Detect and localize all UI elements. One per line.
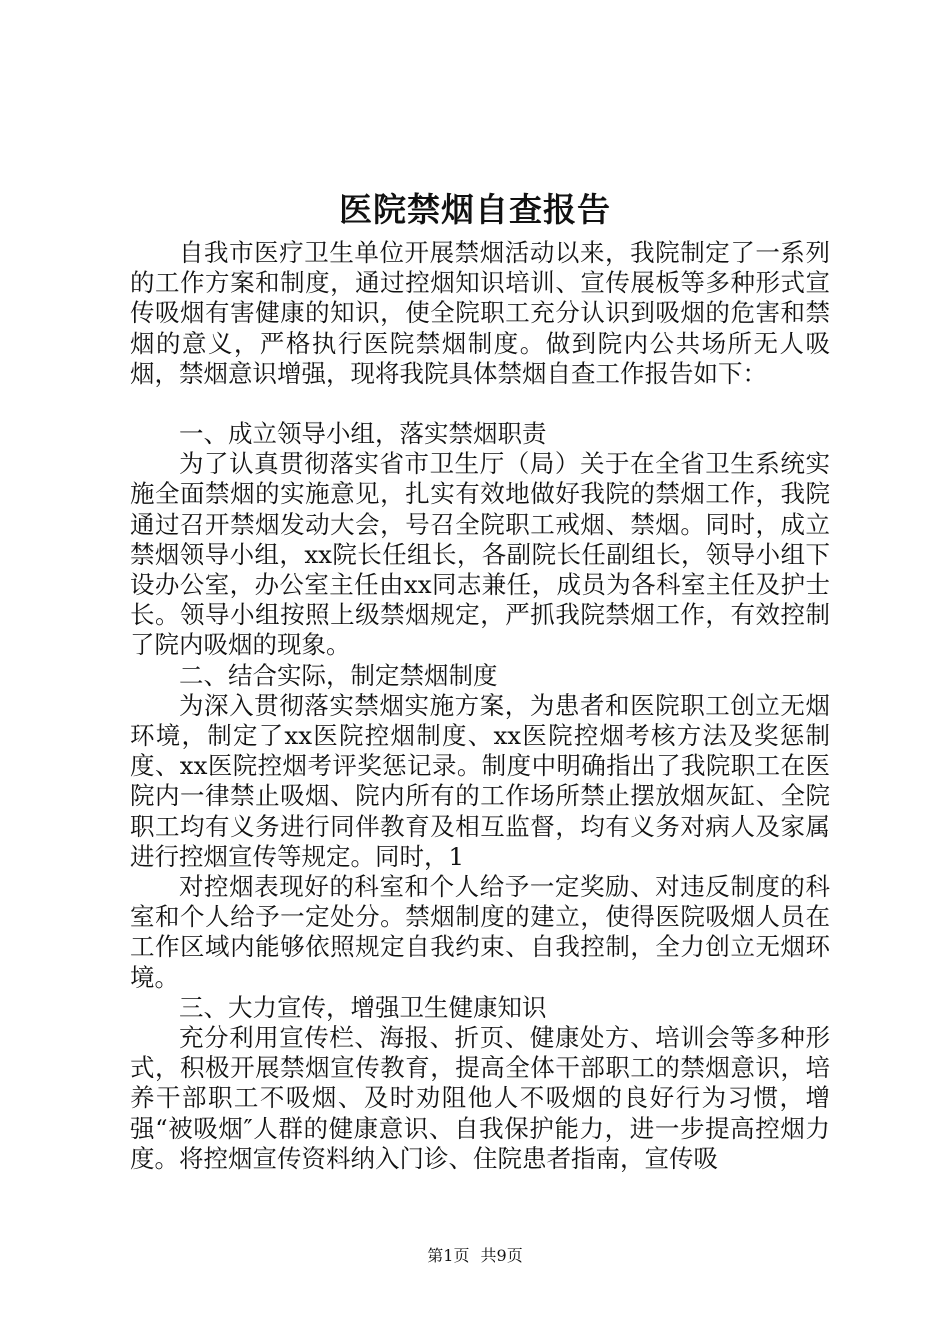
page-number: 第1页 — [427, 1246, 470, 1265]
page-footer — [0, 1244, 950, 1268]
paragraph-gap — [130, 389, 830, 419]
page-total: 共9页 — [480, 1246, 523, 1265]
section-heading-3: 三、大力宣传，增强卫生健康知识 — [179, 992, 547, 1022]
section-2-paragraph-2: 对控烟表现好的科室和个人给予一定奖励、对违反制度的科室和个人给予一定处分。禁烟制度的建立，使得医院吸烟人员在工作区域内能够依照规定自我约束、自我控制，全力创立无烟环境。 — [130, 872, 830, 992]
document-body — [130, 238, 830, 1174]
section-heading-2: 二、结合实际，制定禁烟制度 — [179, 660, 498, 690]
section-heading-1: 一、成立领导小组，落实禁烟职责 — [179, 419, 547, 449]
document-title: 医院禁烟自查报告 — [339, 190, 611, 229]
section-2-paragraph-1: 为深入贯彻落实禁烟实施方案，为患者和医院职工创立无烟环境，制定了xx医院控烟制度、xx医院控烟考核方法及奖惩制度、xx医院控烟考评奖惩记录。制度中明确指出了我院职工在医院内一律禁止吸烟、院内所有的工作场所禁止摆放烟灰缸、全院职工均有义务进行同伴教育及相互监督，均有义务对病人及家属进行控烟宣传等规定。同时，1 — [130, 690, 830, 871]
section-1-paragraph-1: 为了认真贯彻落实省市卫生厅（局）关于在全省卫生系统实施全面禁烟的实施意见，扎实有效地做好我院的禁烟工作，我院通过召开禁烟发动大会，号召全院职工戒烟、禁烟。同时，成立禁烟领导小组，xx院长任组长，各副院长任副组长，领导小组下设办公室，办公室主任由xx同志兼任，成员为各科室主任及护士长。领导小组按照上级禁烟规定，严抓我院禁烟工作，有效控制了院内吸烟的现象。 — [130, 449, 830, 660]
section-3-paragraph-1: 充分利用宣传栏、海报、折页、健康处方、培训会等多种形式，积极开展禁烟宣传教育，提高全体干部职工的禁烟意识，培养干部职工不吸烟、及时劝阻他人不吸烟的良好行为习惯，增强“被吸烟″人群的健康意识、自我保护能力，进一步提高控烟力度。将控烟宣传资料纳入门诊、住院患者指南，宣传吸 — [130, 1023, 830, 1173]
intro-paragraph: 自我市医疗卫生单位开展禁烟活动以来，我院制定了一系列的工作方案和制度，通过控烟知识培训、宣传展板等多种形式宣传吸烟有害健康的知识，使全院职工充分认识到吸烟的危害和禁烟的意义，严格执行医院禁烟制度。做到院内公共场所无人吸烟，禁烟意识增强，现将我院具体禁烟自查工作报告如下： — [130, 238, 830, 388]
